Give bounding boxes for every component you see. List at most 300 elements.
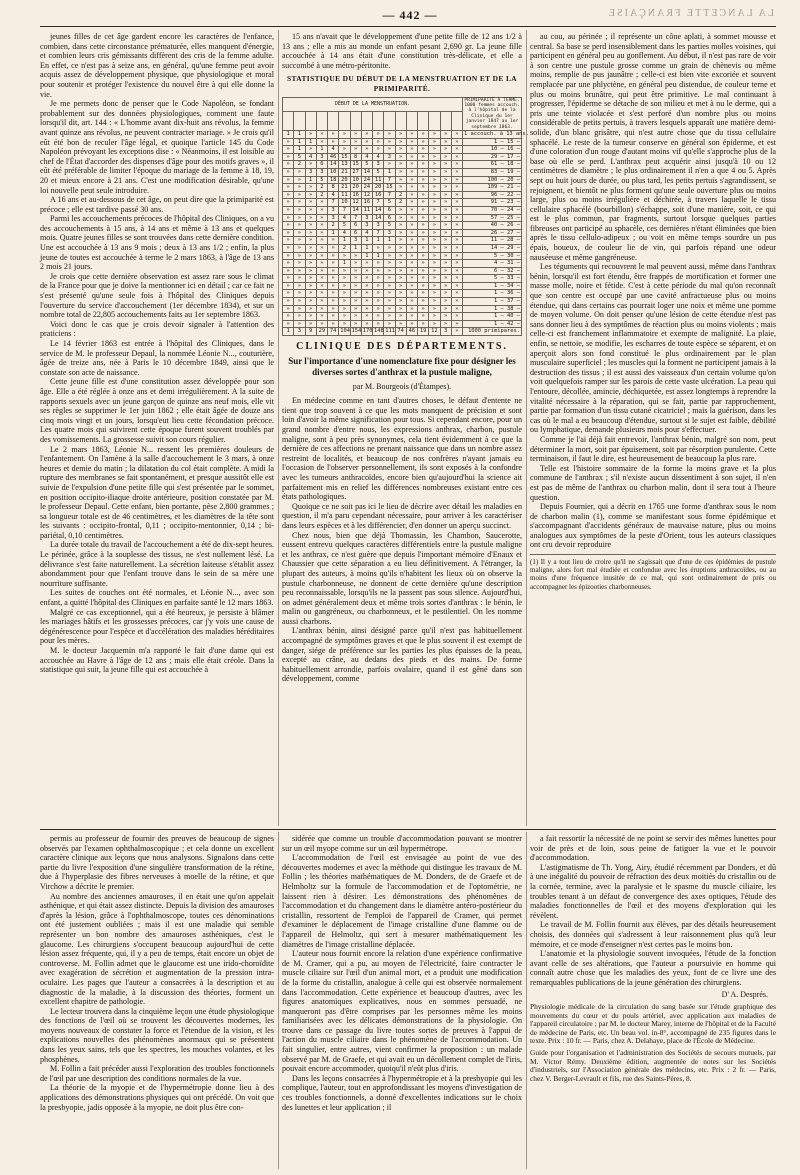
table-cell: 1 [361,237,372,245]
column-5 [282,834,522,1169]
table-cell: » [294,214,305,222]
page-number: — 442 — [382,7,438,22]
table-cell: » [451,168,462,176]
table-cell: » [294,191,305,199]
table-cell: 3 [373,161,384,169]
table-cell: 1 [283,328,294,336]
table-cell: » [451,313,462,321]
table-cell: » [440,320,451,328]
table-cell: » [305,267,316,275]
table-column-header [294,112,305,131]
table-cell: » [283,260,294,268]
table-cell: 15 [384,184,395,192]
table-cell: 148 [374,328,384,335]
table-cell: » [395,313,406,321]
table-cell: » [316,237,327,245]
table-cell: » [283,191,294,199]
article-byline: par M. Bourgeois (d'Étampes). [352,381,452,391]
table-cell: » [395,290,406,298]
table-cell: 10 [328,168,339,176]
table-cell: 61 — 18 — [463,161,522,169]
table-cell: » [440,290,451,298]
table-cell: » [294,282,305,290]
table-cell: 5 [373,168,384,176]
table-cell: » [305,131,316,139]
table-cell: » [418,237,429,245]
table-cell: 18 [328,176,339,184]
table-cell: » [305,146,316,154]
table-cell: » [339,275,350,283]
table-cell: » [350,282,361,290]
table-cell: » [328,305,339,313]
table-group-header: PRIMIPARITÉ À TERME. 1000 femmes accouch. à l'hôpital de la Clinique du 1er janvier 1847 au 1er septembre 1863. [464,97,520,130]
table-cell: » [451,214,462,222]
table-cell: 1 [384,237,395,245]
table-cell: 1 — 15 — [463,138,522,146]
table-cell: » [384,313,395,321]
table-cell: 1 [373,237,384,245]
table-cell: 15 [339,153,350,161]
paragraph: Chez nous, bien que déjà Thomassin, les Chambon, Saucerotte, eussent entrevu quelques caractères différentiels entre la pustule maligne et les anthrax, ce n'est guère que depuis l'important mémoire d'Enaux et Chaussier que cette séparation a eu lieu définitivement. A l'étranger, la plupart des auteurs, à moins qu'ils n'habitent les lieux où on observe la pustule charbonneuse, ne donnent de cette dernière qu'une description peu reconnaissable, lorsqu'ils ne la passent pas sous silence. Aujourd'hui, on admet généralement deux et même trois sortes d'anthrax : le bénin, le malin ou gangréneux, ou charbonneux, et le pestilentiel. On les nomme aussi charbons. [282,530,522,626]
table-cell: » [361,313,372,321]
table-cell: » [350,138,361,146]
table-cell: » [440,146,451,154]
table-cell: » [305,222,316,230]
table-cell: » [350,313,361,321]
table-row [283,320,522,328]
table-cell: 3 [294,328,305,336]
table-cell: » [339,305,350,313]
bleed-through-text: LA LANCETTE FRANÇAISE [607,8,774,19]
table-cell: » [384,146,395,154]
table-cell: » [418,267,429,275]
paragraph: M. Follin a fait précéder aussi l'exploration des troubles fonctionnels de l'œil par une description des conditions normales de la vue. [40,1064,274,1083]
table-cell: » [305,313,316,321]
table-cell: 15 [350,161,361,169]
table-cell: » [316,260,327,268]
table-cell: 40 — 26 — [463,222,522,230]
table-cell: 20 [339,176,350,184]
table-total-row [283,328,522,336]
table-cell: » [406,290,417,298]
table-cell: 14 [350,206,361,214]
table-cell: » [429,237,440,245]
table-column-header [373,112,384,131]
column-separator [278,30,279,826]
table-column-header [316,112,327,131]
table-cell: 74 [328,328,339,336]
table-cell: 4 [361,153,372,161]
table-cell: 1 [283,131,294,139]
table-cell: » [451,298,462,306]
table-cell: » [316,282,327,290]
table-cell: 3 [384,229,395,237]
table-cell: » [328,237,339,245]
table-cell: » [406,298,417,306]
table-cell: » [406,138,417,146]
paragraph: Malgré ce cas exceptionnel, qui a été heureux, je persiste à blâmer les mariages hâtifs et les grossesses précoces, car j'y vois une cause de dégénérescence pour l'espèce et d'accélération des maladies héréditaires pour les mères. [40,607,274,646]
table-cell: » [451,305,462,313]
table-cell: » [283,184,294,192]
table-cell: » [406,131,417,139]
table-cell: » [305,244,316,252]
table-cell: 1 — 42 — [463,320,522,328]
table-cell: » [451,176,462,184]
table-cell: » [406,206,417,214]
paragraph: En médecine comme en tant d'autres choses, le défaut d'entente ne tient que trop souvent à ce que les mots manquent de précision et sont loin d'avoir la même signification pour tous. Si cependant encore, pour un grand nombre d'entre nous, les expressions anthrax, charbon, pustule maligne, sont à peu près synonymes, cela tient évidemment à ce que la dernière de ces affections ne prenant naissance que dans un nombre assez restreint de localités, et beaucoup de nos confrères n'ayant jamais eu l'occasion de l'observer personnellement, ils sont exposés à la confondre avec les tumeurs anthracoïdes, encore bien qu'aujourd'hui la science ait parfaitement mis en relief les différences nombreuses existant entre ces états pathologiques. [282,396,522,502]
table-cell: » [406,146,417,154]
table-cell: 16 [373,191,384,199]
table-cell: » [305,184,316,192]
column-3 [530,32,776,822]
table-cell: » [350,320,361,328]
paragraph: La durée totale du travail de l'accouchement a été de dix-sept heures. Le périnée, grâce à la souplesse des tissus, ne s'est nullement lésé. La délivrance s'est faite naturellement. La sécrétion laiteuse s'établit assez abondamment pour que l'enfant trouve dans le sein de sa mère une nourriture suffisante. [40,540,274,588]
table-cell: » [283,275,294,283]
table-cell: » [305,260,316,268]
table-cell: » [316,214,327,222]
table-cell: » [429,222,440,230]
table-cell: 4 [373,153,384,161]
table-cell: » [373,260,384,268]
paragraph: a fait ressortir la nécessité de ne point se servir des mêmes lunettes pour voir de près et de loin, sous peine de fatiguer la vue et le pouvoir d'accommodation. [530,834,776,863]
table-cell: » [429,252,440,260]
table-row [283,153,522,161]
table-cell: » [440,168,451,176]
table-cell: » [395,260,406,268]
table-cell: » [328,320,339,328]
table-cell: » [451,320,462,328]
table-cell: » [316,222,327,230]
table-row [283,298,522,306]
table-cell: 1000 primipares. [463,328,522,336]
table-cell: » [406,214,417,222]
table-cell: » [294,206,305,214]
table-cell: » [305,199,316,207]
table-cell: » [395,320,406,328]
table-cell: 74 [395,328,406,336]
table-cell: » [294,244,305,252]
table-row [283,214,522,222]
table-cell: » [406,275,417,283]
table-cell: » [429,184,440,192]
table-cell: 13 [339,161,350,169]
table-cell: » [406,176,417,184]
table-cell: » [373,313,384,321]
table-cell: 1 — 34 — [463,282,522,290]
table-cell: » [283,153,294,161]
table-cell: » [294,199,305,207]
table-cell: » [429,305,440,313]
paragraph: 15 ans n'avait que le développement d'une petite fille de 12 ans 1/2 à 13 ans ; elle a mis au monde un enfant pesant 2,690 gr. La jeune fille accouchée à 14 ans était d'une constitution très-délicate, et elle a succombé à une métro-péritonite. [282,32,522,70]
table-cell: » [451,237,462,245]
table-cell: » [429,229,440,237]
table-cell: 7 [373,229,384,237]
table-cell: 3 [328,214,339,222]
table-cell: 3 [373,222,384,230]
table-cell: 2 [395,199,406,207]
table-cell: 14 [328,161,339,169]
table-cell: » [406,282,417,290]
table-cell: » [361,138,372,146]
table-cell: » [406,184,417,192]
table-cell: 3 [361,214,372,222]
table-cell: » [328,252,339,260]
table-cell: » [305,305,316,313]
table-cell: » [294,313,305,321]
table-cell: » [373,146,384,154]
table-cell: 1 [305,138,316,146]
table-cell: » [328,313,339,321]
table-cell: » [440,229,451,237]
book-review: Guide pour l'organisation et l'administration des Sociétés de secours mutuels, par M. Victor Rémy. Deuxième édition, augmentée de notes sur les Sociétés d'industriels, sur l'Association générale des médecins, etc. Prix : 2 fr. — Paris, chez V. Berger-Levrault et fils, rue des Saints-Pères, 8. [530,1048,776,1083]
table-column-header [418,112,429,131]
table-cell: 21 [339,184,350,192]
table-cell: 46 [328,153,339,161]
table-cell: » [361,290,372,298]
table-cell: 4 [328,191,339,199]
table-cell: » [339,267,350,275]
table-cell: 27 [350,168,361,176]
paragraph: L'auteur nous fournit encore la relation d'une expérience confirmative de M. Cramer, qui a pu, au moyen de l'électricité, faire contracter le muscle ciliaire sur l'œil d'un animal mort, et a produit une modification de la forme du cristallin, analogue à celle qui est observée normalement dans l'accommodation. Cette expérience et beaucoup d'autres, avec les figures anatomiques explicatives, nous en sommes persuadé, ne manqueront pas d'être comprises par les personnes même les moins familiarisées avec les délicates démonstrations de la physiologie. On trouve dans ce passage du livre toutes sortes de preuves à l'appui de l'action du muscle ciliaire dans le phénomène de l'accommodation. Un fait singulier, entre autres, vient confirmer la proposition : un malade observé par M. de Graefe, et qui avait eu un décollement complet de l'iris, pouvait encore accommoder, quoiqu'il n'eût plus d'iris. [282,949,522,1074]
table-cell: » [429,131,440,139]
paragraph: Cette jeune fille est d'une constitution assez développée pour son âge. Elle a été réglée à onze ans et demi irrégulièrement. A la suite de rapports sexuels avec un jeune garçon de quinze ans neuf mois, elle vit ses règles se supprimer le 1er juin 1862 ; elle était âgée de douze ans cinq mois vingt et un jours, lorsqu'eut lieu cette fécondation précoce. Les quatre mois qui suivirent cette époque furent souvent troublés par des vomissements. La grossesse suivit son cours régulier. [40,377,274,444]
table-cell: 1 — 36 — [463,290,522,298]
table-cell: » [406,191,417,199]
table-cell: » [305,229,316,237]
table-cell: » [384,131,395,139]
table-row [283,260,522,268]
table-cell: » [418,146,429,154]
table-cell: » [440,161,451,169]
table-cell: 109 — 21 — [463,184,522,192]
table-cell: 20 [350,184,361,192]
table-cell: » [429,298,440,306]
table-cell: » [418,138,429,146]
table-cell: » [294,229,305,237]
table-cell: » [283,206,294,214]
table-cell: » [384,161,395,169]
table-cell: » [283,305,294,313]
table-cell: 5 [339,222,350,230]
paragraph: Dans les leçons consacrées à l'hypermétropie et à la presbyopie qui les complique, l'auteur, tout en approfondissant les moyens d'investigation de ces troubles fonctionnels, a donné d'excellentes indications sur le choix des lunettes et leur application ; il [282,1073,522,1112]
statistics-body [283,131,529,336]
table-cell: 10 — 16 — [463,146,522,154]
paragraph: permis au professeur de fournir des preuves de beaucoup de signes observés par l'examen ophthalmoscopique ; et cela donne un excellent caractère clinique aux leçons que nous analysons. Signalons dans cette partie du livre l'exposition d'une singulière transformation de la rétine, due à l'hyperplasie des fibres nerveuses à moelle de la rétine, et que Virchow a décrite le premier. [40,834,274,891]
table-row [283,267,522,275]
table-cell: » [328,244,339,252]
table-cell: » [283,146,294,154]
paragraph: au cou, au périnée ; il représente un cône aplati, à sommet mousse et central. Sa base se perd insensiblement dans les parties molles voisines, qui participent en général peu au gonflement. Au début, il n'est pas rare de voir à son centre une pustule grosse comme un grain de chènevis ou même moins, remplie de pus jaunâtre ; celle-ci est bien vite excoriée et souvent remplacée par une phlyctène, en général peu distendue, de couleur terne et plus ou moins brunâtre, qui peut être primitive. Le mal continuant à progresser, l'épiderme se détache de son milieu et met à nu le derme, qui a pris une teinte violacée et s'est perforé d'un nombre plus ou moins considérable de petits pertuis, à travers lesquels apparaît une matière demi-solide, d'un blanc grisâtre, qui n'est autre chose que du tissu cellulaire sphacélé. Le reste de la tumeur conserve en général son épiderme, et est d'une coloration d'un rouge d'autant moins vif qu'elle s'approche plus de la base où elle se perd. L'anthrax peut acquérir ainsi jusqu'à 10 ou 12 centimètres de diamètre ; le plus ordinairement il n'en a que 4 ou 5. Après sept ou huit jours de durée, ou plus tard, les petits pertuis s'agrandissent, se rejoignent, et bientôt ne plus forment qu'une seule ouverture plus ou moins large, plus ou moins irrégulière et déchirée, à travers laquelle le tissu cellulaire sphacélé (bourbillon) s'échappe, soit d'une manière, soit, ce qui est le plus commun, par fragments, surtout lorsque quelques parties fibreuses ont participé au sphacèle, ces dernières n'étant éliminées que bien après le tissu cellulo-adipeux ; ou voit en même temps sourdre un pus épais, boueux, de couleur lie de vin, qui parfois répand une odeur nauséeuse et même gangréneuse. [530,32,776,262]
table-column-header [339,112,350,131]
table-cell: 5 [384,222,395,230]
table-column-header [451,112,462,131]
table-cell: » [328,138,339,146]
paragraph: Le lecteur trouvera dans la cinquième leçon une étude physiologique des fonctions de l'œil où se trouvent les découvertes modernes, les moyens nouveaux de constater la force et l'étendue de la vision, et les explications nouvelles des phénomènes anormaux qui se présentent dans les yeux sains, tels que les spectres, les mouches volantes, et les phosphènes. [40,1006,274,1064]
table-cell: 170 [362,328,373,335]
statistics-title: STATISTIQUE DU DÉBUT DE LA MENSTRUATION ET DE LA PRIMIPARITÉ. [286,74,518,93]
table-cell: 70 — 24 — [463,206,522,214]
table-row [283,161,522,169]
table-cell: » [361,305,372,313]
table-cell: » [316,206,327,214]
book-review: Physiologie médicale de la circulation du sang basée sur l'étude graphique des mouvements du cœur et du pouls artériel, avec application aux maladies de l'appareil circulatoire ; par M. le docteur Marey, interne de l'hôpital et de la Faculté de médecine de Paris, etc. Un beau vol. in-8°, accompagné de 235 figures dans le texte. Prix : 10 fr. — Paris, chez A. Delahaye, place de l'École de Médecine. [530,1002,776,1046]
table-cell: » [418,206,429,214]
table-cell: 7 [328,199,339,207]
table-cell: » [373,267,384,275]
table-cell: » [384,275,395,283]
paragraph: Les téguments qui recouvrent le mal peuvent aussi, même dans l'anthrax bénin, lorsqu'il est fort étendu, être frappés de mortification et former une masse molle, noire et fétide. C'est à cette période du mal qu'on reconnaît que son centre est occupé par une cavité anfractueuse plus ou moins étendue, qui dans certains cas pourrait loger une noix et même une pomme de moyen volume. On doit penser qu'une lésion de cette étendue n'est pas sans donner lieu à des symptômes de réaction plus ou moins violents ; mais celle-ci est franchement inflammatoire et exempte de malignité. La plaie, enfin, se nettoie, se modifie, les escharres de toute espèce se séparent, et on aperçoit alors son fond constitué le plus ordinairement par le plan musculaire superficiel ; les muscles qui la forment ne participent jamais à la destruction des tissus ; il est aussi des vaisseaux d'un certain volume qu'on voit quelquefois ramper sur les parois de cette vaste ulcération. La peau qui l'entoure, décollée, amincie, déchiquetée, est assez longtemps à reprendre la vitalité nécessaire à la réparation, qui se fait, partie par rapprochement, partie par formation d'un tissu cutané cicatriciel ; mais la guérison, dans les cas où le mal a eu beaucoup d'étendue, surtout si le sujet est faible, débilité ou lymphatique, demande plusieurs mois pour s'effectuer. [530,262,776,435]
table-cell: » [339,146,350,154]
table-cell: » [316,267,327,275]
table-cell: » [328,282,339,290]
table-cell: » [418,161,429,169]
table-cell: 4 [339,214,350,222]
table-cell: » [440,131,451,139]
table-cell: » [451,290,462,298]
table-cell: » [283,313,294,321]
paragraph: Parmi les accouchements précoces de l'hôpital des Cliniques, on a vu des accouchements à 15 ans, à 14 ans et même à 13 ans et quelques mois. Quatre jeunes filles se sont trouvées dans cette dernière condition. Une est accouchée à 13 ans 9 mois ; deux à 13 ans 1/2 ; enfin, la plus jeune de toutes est accouchée à terme le 2 mars 1863, à l'âge de 13 ans 2 mois 21 jours. [40,214,274,272]
table-cell: 46 [406,328,417,336]
table-cell: » [339,290,350,298]
table-cell: » [316,320,327,328]
table-cell: » [406,153,417,161]
table-cell: » [339,282,350,290]
table-cell: 8 [350,153,361,161]
column-separator [526,30,527,826]
table-cell: » [328,298,339,306]
table-column-header [440,112,451,131]
table-cell: » [339,320,350,328]
table-cell: 9 [305,328,316,336]
table-cell: » [451,260,462,268]
table-cell: » [406,161,417,169]
table-cell: » [384,320,395,328]
table-cell: » [384,244,395,252]
table-cell: » [418,214,429,222]
table-cell: 6 [350,222,361,230]
table-cell: » [395,282,406,290]
table-row [283,184,522,192]
table-cell: » [316,229,327,237]
table-cell: » [429,206,440,214]
table-cell: » [418,252,429,260]
table-cell: » [418,275,429,283]
paragraph: La théorie de la myopie et de l'hypermétropie donne lieu à des applications des démonstrations physiques qui ont précédé. On voit que la presbyopie, jadis opposée à la myopie, ne doit plus être con- [40,1083,274,1112]
table-cell: » [451,206,462,214]
table-cell: » [395,244,406,252]
table-cell: » [451,146,462,154]
table-cell: » [418,290,429,298]
table-cell: » [384,138,395,146]
table-column-header [283,112,294,131]
table-cell: » [429,320,440,328]
table-row [283,191,522,199]
table-cell: 1 [373,252,384,260]
table-cell: 1 [361,244,372,252]
table-cell: 19 [418,328,429,336]
table-cell: 14 [373,206,384,214]
table-cell: 1 [339,237,350,245]
table-row [283,131,522,139]
table-cell: » [429,191,440,199]
table-row [283,305,522,313]
table-cell: » [328,275,339,283]
table-cell: 24 [361,184,372,192]
table-cell: 3 [316,153,327,161]
table-cell: » [294,267,305,275]
table-cell: » [361,282,372,290]
table-cell: » [429,199,440,207]
table-cell: 7 [350,214,361,222]
table-cell: » [350,275,361,283]
table-cell: » [316,313,327,321]
table-cell: » [373,320,384,328]
table-cell: » [418,313,429,321]
table-cell: 1 accouch. à 13 ans. [464,131,529,137]
table-cell: » [305,320,316,328]
table-cell: 1 [328,229,339,237]
table-cell: » [440,206,451,214]
table-row [283,275,522,283]
table-cell: 3 [316,168,327,176]
table-cell: » [294,237,305,245]
table-cell: » [305,252,316,260]
table-cell: 7 [339,206,350,214]
table-cell: » [429,138,440,146]
table-cell: » [339,131,350,139]
paragraph: L'anatomie et la physiologie souvent invoquées, l'étude de la fonction avant celle de ses altérations, que l'auteur a poursuivie en homme qui connaît autre chose que les maladies des yeux, font de ce livre une des remarquables publications de la jeune génération des chirurgiens. [530,949,776,987]
table-cell: 3 [305,168,316,176]
table-row [283,168,522,176]
table-cell: » [350,267,361,275]
table-cell: » [294,320,305,328]
paragraph: sidérée que comme un trouble d'accommodation pouvant se montrer sur un œil myope comme sur un œil hypermétrope. [282,834,522,853]
table-cell: 57 — 25 — [463,214,522,222]
table-cell: » [328,131,339,139]
table-cell: » [451,244,462,252]
table-cell: » [451,191,462,199]
column-separator [278,832,279,1169]
table-cell: » [451,275,462,283]
paragraph: Depuis Fournier, qui a décrit en 1765 une forme d'anthrax sous le nom de charbon malin (1), comme se manifestant sous forme épidémique et s'accompagnant d'accidents généraux de mauvaise nature, plus ou moins analogues aux symptômes de la peste d'Orient, tous les auteurs classiques ont cru devoir reproduire [530,502,776,550]
table-row [283,282,522,290]
table-cell: » [429,161,440,169]
table-cell: » [305,237,316,245]
table-row [283,206,522,214]
table-cell: » [294,176,305,184]
table-cell: 91 — 23 — [463,199,522,207]
table-cell: » [440,184,451,192]
table-cell: 1 [361,252,372,260]
table-cell: 6 [384,214,395,222]
table-cell: » [440,214,451,222]
table-cell: » [406,244,417,252]
column-2 [282,32,529,822]
table-cell: 6 [316,161,327,169]
table-cell: » [451,131,462,139]
table-cell: » [373,282,384,290]
table-cell: » [373,305,384,313]
table-row [283,222,522,230]
paragraph: A 16 ans et au-dessous de cet âge, on peut dire que la primiparité est précoce ; elle est tardive passé 30 ans. [40,195,274,214]
paragraph: L'astigmatisme de Th. Yong, Airy, étudié récemment par Donders, et dû à une inégalité du pouvoir de réfraction des deux moitiés du cristallin ou de la cornée, termine, avec la paralysie et le spasme du muscle ciliaire, les troubles tenant à un défaut de convergence des axes optiques, l'étude des maladies fonctionnelles de l'œil et des moyens d'exploration qui les révèlent. [530,862,776,920]
table-cell: 14 [373,214,384,222]
table-cell: » [440,222,451,230]
table-cell: » [440,237,451,245]
table-cell: » [451,199,462,207]
table-cell: 16 [361,199,372,207]
table-cell: » [451,161,462,169]
